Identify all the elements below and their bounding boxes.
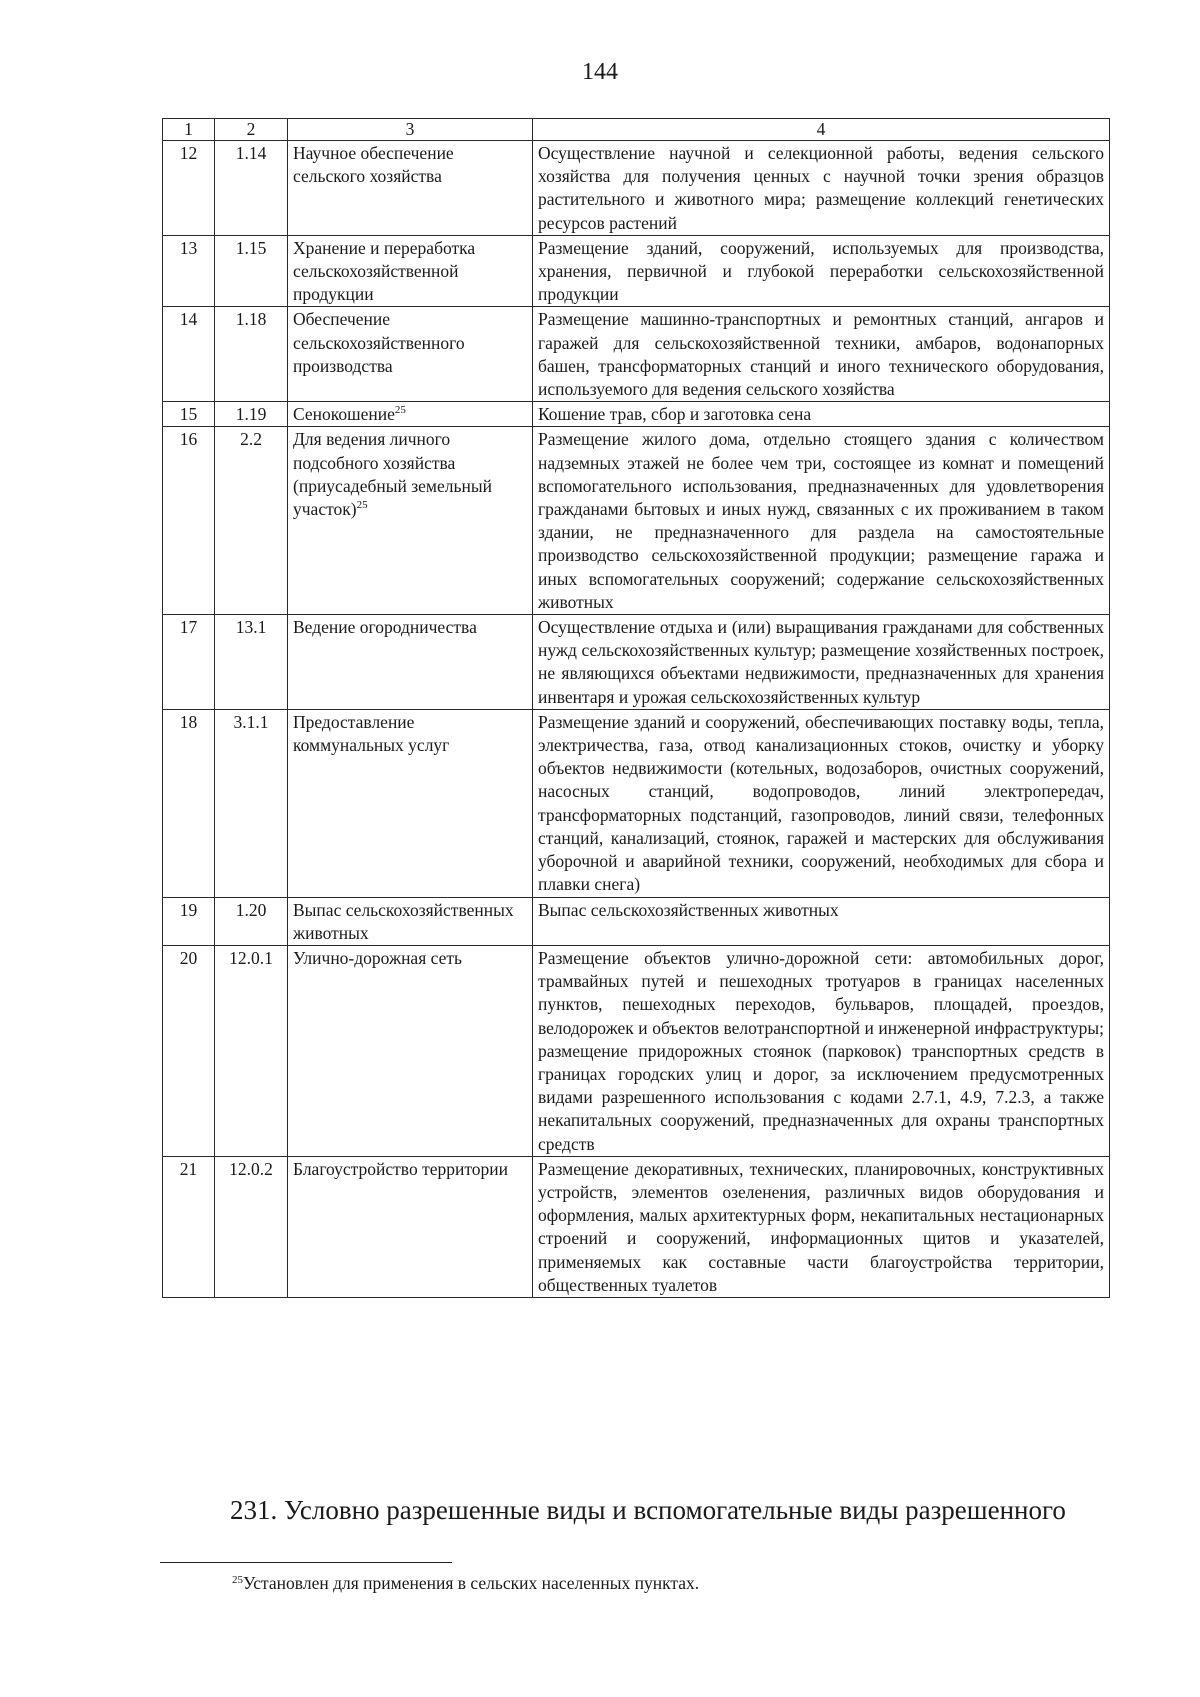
use-description: Размещение декоративных, технических, планировочных, конструктивных устройств, элементов озеленения, различных видов оборудования и оформления, малых архитектурных форм, некапитальных нестационарных строений и сооружений, информационных щитов и указателей, применяемых как составные части благоустройства территории, общественных туалетов — [533, 1156, 1110, 1297]
use-description: Размещение зданий, сооружений, используемых для производства, хранения, первичной и глубокой переработки сельскохозяйственной продукции — [533, 235, 1110, 307]
footnote-separator — [160, 1562, 452, 1563]
use-name-text: Для ведения личного подсобного хозяйства (приусадебный земельный участок) — [293, 429, 492, 520]
table-row — [163, 307, 1110, 402]
table-row — [163, 402, 1110, 427]
row-number: 13 — [163, 235, 215, 307]
use-description: Размещение зданий и сооружений, обеспечивающих поставку воды, тепла, электричества, газа, отвод канализационных стоков, очистку и уборку объектов недвижимости (котельных, водозаборов, очистных сооружений, насосных станций, водопроводов, линий электропередач, трансформаторных подстанций, газопроводов, линий связи, телефонных станций, канализаций, стоянок, гаражей и мастерских для обслуживания уборочной и аварийной техники, сооружений, необходимых для сбора и плавки снега) — [533, 709, 1110, 897]
use-code: 1.20 — [215, 897, 288, 945]
footnote-marker: 25 — [232, 1574, 243, 1586]
use-name — [288, 141, 533, 236]
use-name — [288, 945, 533, 1156]
use-name-text: Предоставление коммунальных услуг — [293, 711, 450, 756]
use-description: Кошение трав, сбор и заготовка сена — [533, 402, 1110, 427]
use-description: Размещение объектов улично-дорожной сети: автомобильных дорог, трамвайных путей и пешеходных тротуаров в границах населенных пунктов, пешеходных переходов, бульваров, площадей, проездов, велодорожек и объектов велотранспортной и инженерной инфраструктуры; размещение придорожных стоянок (парковок) транспортных средств в границах городских улиц и дорог, за исключением предусмотренных видами разрешенного использования с кодами 2.7.1, 4.9, 7.2.3, а также некапитальных сооружений, предназначенных для охраны транспортных средств — [533, 945, 1110, 1156]
use-name-text: Благоустройство территории — [293, 1158, 508, 1179]
row-number: 18 — [163, 709, 215, 897]
use-code: 1.14 — [215, 141, 288, 236]
table-row — [163, 427, 1110, 615]
use-description: Осуществление отдыха и (или) выращивания гражданами для собственных нужд сельскохозяйственных культур; размещение хозяйственных построек, не являющихся объектами недвижимости, предназначенных для хранения инвентаря и урожая сельскохозяйственных культур — [533, 615, 1110, 710]
land-use-table — [162, 118, 1110, 1298]
table-row — [163, 1156, 1110, 1297]
row-number: 19 — [163, 897, 215, 945]
use-code: 1.15 — [215, 235, 288, 307]
use-name-text: Хранение и переработка сельскохозяйственной продукции — [293, 237, 476, 305]
footnote-ref: 25 — [394, 404, 406, 417]
use-code: 3.1.1 — [215, 709, 288, 897]
use-name — [288, 402, 533, 427]
table-header-row — [163, 119, 1110, 141]
use-name — [288, 235, 533, 307]
table-row — [163, 235, 1110, 307]
footnote-text: Установлен для применения в сельских населенных пунктах. — [243, 1573, 700, 1593]
use-name-text: Ведение огородничества — [293, 617, 477, 638]
use-description: Размещение машинно-транспортных и ремонтных станций, ангаров и гаражей для сельскохозяйственной техники, амбаров, водонапорных башен, трансформаторных станций и иного технического оборудования, используемого для ведения сельского хозяйства — [533, 307, 1110, 402]
use-description: Выпас сельскохозяйственных животных — [533, 897, 1110, 945]
section-heading: 231. Условно разрешенные виды и вспомогательные виды разрешенного — [230, 1495, 1066, 1525]
use-name-text: Обеспечение сельскохозяйственного производства — [293, 309, 465, 376]
row-number: 16 — [163, 427, 215, 615]
table-row — [163, 615, 1110, 710]
use-description: Осуществление научной и селекционной работы, ведения сельского хозяйства для получения ценных с научной точки зрения образцов растительного и животного мира; размещение коллекций генетических ресурсов растений — [533, 141, 1110, 236]
row-number: 15 — [163, 402, 215, 427]
use-name — [288, 1156, 533, 1297]
header-cell: 4 — [533, 119, 1110, 141]
row-number: 14 — [163, 307, 215, 402]
use-code: 12.0.1 — [215, 945, 288, 1156]
use-name — [288, 897, 533, 945]
footnote — [232, 1572, 699, 1594]
use-name — [288, 615, 533, 710]
table-row — [163, 141, 1110, 236]
row-number: 20 — [163, 945, 215, 1156]
use-name-text: Выпас сельскохозяйственных животных — [293, 899, 514, 943]
use-code: 1.18 — [215, 307, 288, 402]
table-row — [163, 709, 1110, 897]
use-name-text: Научное обеспечение сельского хозяйства — [293, 143, 454, 187]
use-code: 1.19 — [215, 402, 288, 427]
row-number: 21 — [163, 1156, 215, 1297]
use-name-text: Улично-дорожная сеть — [293, 947, 463, 968]
use-description: Размещение жилого дома, отдельно стоящего здания с количеством надземных этажей не более чем три, состоящее из комнат и помещений вспомогательного использования, предназначенных для удовлетворения гражданами бытовых и иных нужд, связанных с их проживанием в таком здании, не предназначенного для раздела на самостоятельные производство сельскохозяйственной продукции; размещение гаража и иных вспомогательных сооружений; содержание сельскохозяйственных животных — [533, 427, 1110, 615]
table-row — [163, 897, 1110, 945]
use-name — [288, 709, 533, 897]
page-number: 144 — [582, 59, 618, 85]
row-number: 17 — [163, 615, 215, 710]
row-number: 12 — [163, 141, 215, 236]
use-name — [288, 427, 533, 615]
use-name-text: Сенокошение — [293, 404, 395, 425]
use-code: 2.2 — [215, 427, 288, 615]
footnote-ref: 25 — [356, 499, 368, 512]
use-name — [288, 307, 533, 402]
header-cell: 2 — [215, 119, 288, 141]
header-cell: 1 — [163, 119, 215, 141]
header-cell: 3 — [288, 119, 533, 141]
table-row — [163, 945, 1110, 1156]
use-code: 12.0.2 — [215, 1156, 288, 1297]
use-code: 13.1 — [215, 615, 288, 710]
